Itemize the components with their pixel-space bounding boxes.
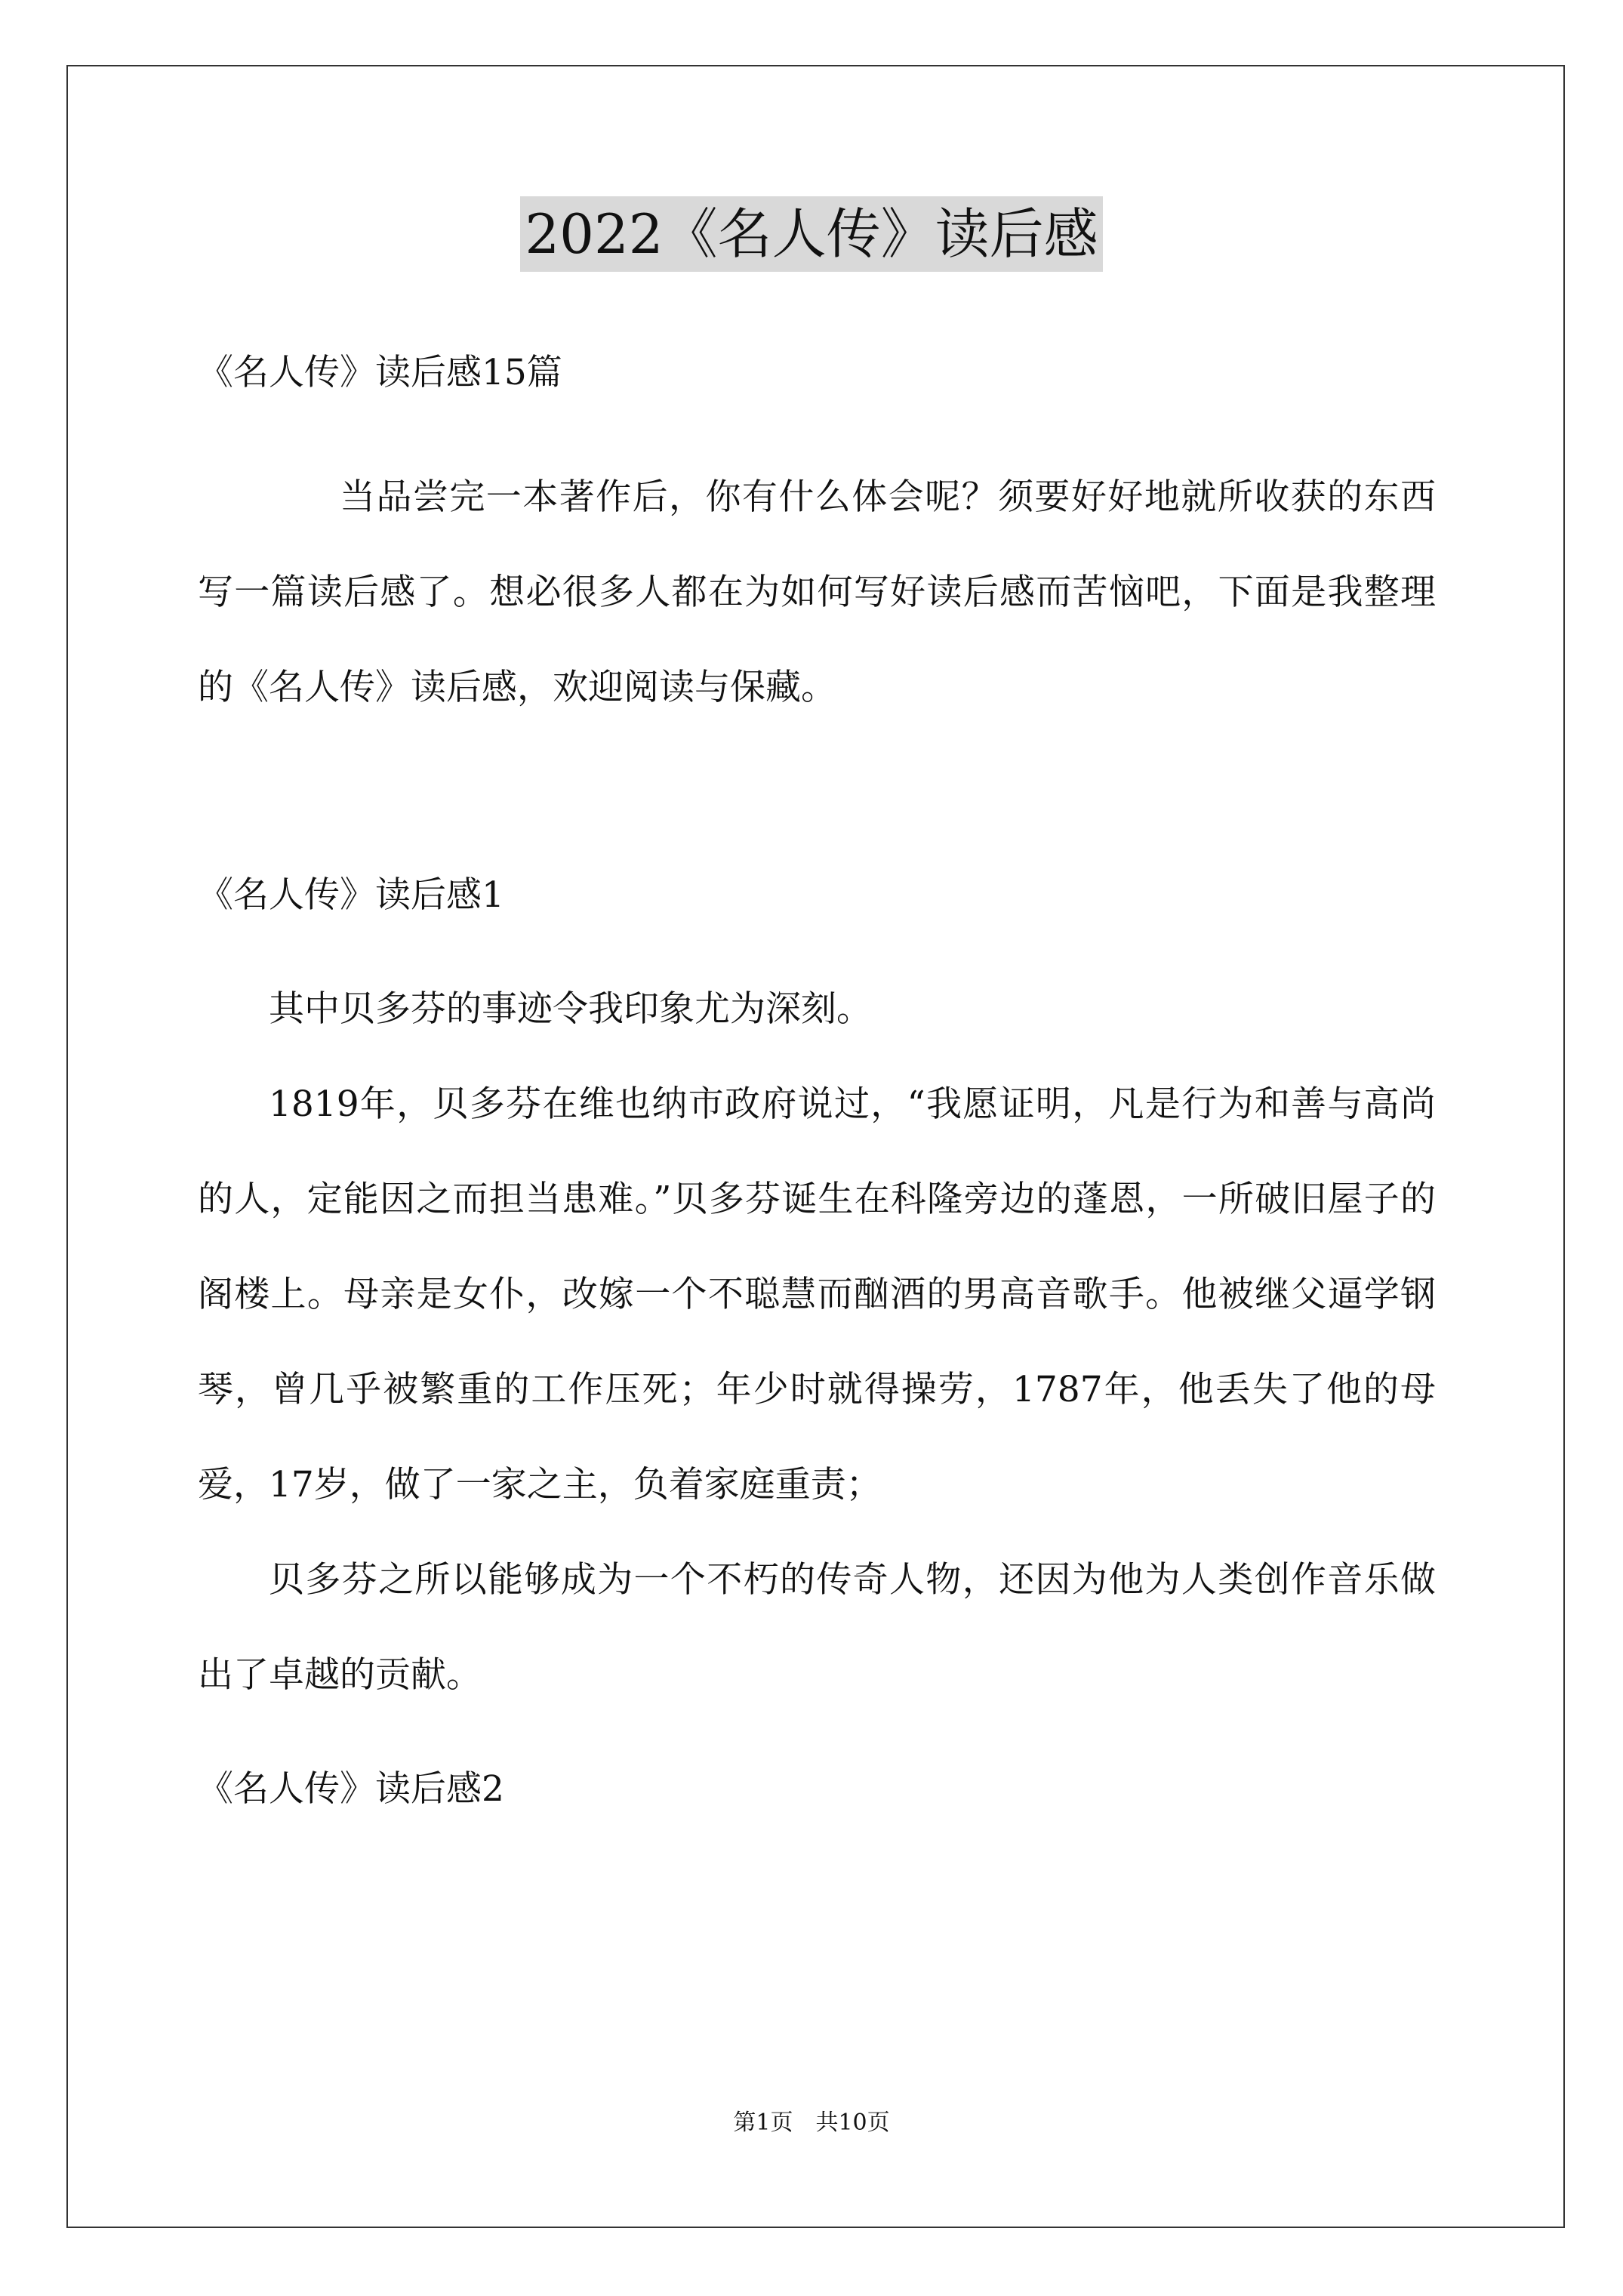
- page-number: 第1页 共10页: [733, 2110, 890, 2136]
- section-1-paragraph-1: 其中贝多芬的事迹令我印象尤为深刻。: [269, 988, 872, 1030]
- section-1-paragraph-3: 贝多芬之所以能够成为一个不朽的传奇人物，还因为他为人类创作音乐做出了卓越的贡献。: [198, 1559, 1436, 1696]
- page-footer: [0, 2108, 1623, 2138]
- section-heading-2: 《名人传》读后感2: [198, 1768, 504, 1810]
- document-title-text: 2022《名人传》读后感: [520, 196, 1102, 272]
- document-body: [198, 304, 1436, 1814]
- section-heading-1: 《名人传》读后感1: [198, 874, 504, 916]
- document-title: [0, 193, 1623, 276]
- intro-paragraph: 当品尝完一本著作后，你有什么体会呢？须要好好地就所收获的东西写一篇读后感了。想必很多人都在为如何写好读后感而苦恼吧，下面是我整理的《名人传》读后感，欢迎阅读与保藏。: [198, 476, 1436, 708]
- document-subtitle: 《名人传》读后感15篇: [198, 352, 562, 393]
- section-1-paragraph-2: 1819年，贝多芬在维也纳市政府说过，“我愿证明，凡是行为和善与高尚的人，定能因之而担当患难。”贝多芬诞生在科隆旁边的蓬恩，一所破旧屋子的阁楼上。母亲是女仆，改嫁一个不聪慧而酗酒的男高音歌手。他被继父逼学钢琴，曾几乎被繁重的工作压死；年少时就得操劳，1787年，他丢失了他的母爱，17岁，做了一家之主，负着家庭重责；: [198, 1083, 1436, 1505]
